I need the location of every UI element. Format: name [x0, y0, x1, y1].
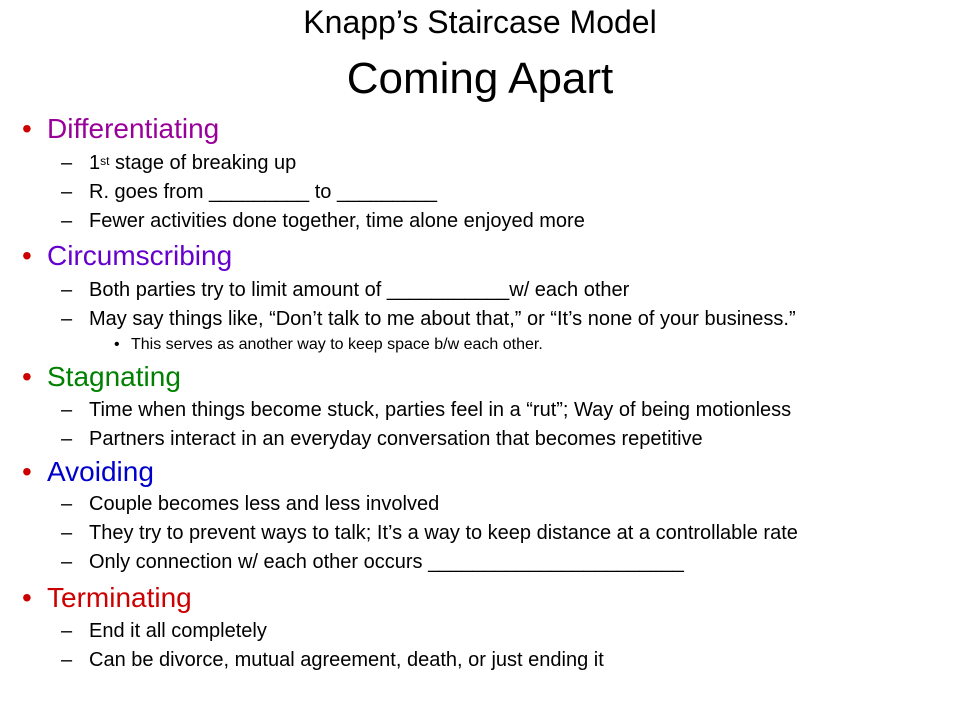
- dash-icon: –: [61, 493, 73, 515]
- bullet-icon: •: [22, 113, 32, 144]
- ordinal-number: 1: [89, 152, 101, 174]
- dash-icon: –: [61, 649, 73, 671]
- list-item-text: R. goes from _________ to _________: [89, 181, 438, 203]
- list-item-text: Both parties try to limit amount of ___________w/ each other: [89, 279, 630, 301]
- bullet-icon: •: [22, 240, 32, 271]
- list-item: [61, 307, 796, 331]
- list-item-text: May say things like, “Don’t talk to me about that,” or “It’s none of your business.”: [89, 308, 796, 330]
- stage-heading-text: Terminating: [47, 582, 192, 613]
- list-item: [61, 278, 630, 302]
- list-item: [61, 427, 703, 451]
- stage-heading-text: Stagnating: [47, 361, 181, 392]
- bullet-icon: •: [22, 361, 32, 392]
- stage-heading-stagnating: [22, 361, 181, 393]
- list-item: [61, 521, 798, 545]
- list-item-text: Time when things become stuck, parties feel in a “rut”; Way of being motionless: [89, 399, 792, 421]
- stage-heading-text: Circumscribing: [47, 240, 233, 271]
- list-item: [61, 648, 604, 672]
- dash-icon: –: [61, 551, 73, 573]
- list-item: [61, 398, 792, 422]
- ordinal-suffix: st: [100, 154, 110, 168]
- stage-heading-circumscribing: [22, 240, 233, 272]
- stage-heading-text: Avoiding: [47, 456, 154, 487]
- bullet-icon: •: [22, 582, 32, 613]
- dash-icon: –: [61, 522, 73, 544]
- list-item: [61, 492, 440, 516]
- list-item: [61, 550, 684, 574]
- dash-icon: –: [61, 620, 73, 642]
- dash-icon: –: [61, 152, 73, 174]
- slide-title: Knapp’s Staircase Model: [303, 4, 657, 40]
- dash-icon: –: [61, 210, 73, 232]
- sub-list-item-text: This serves as another way to keep space b/w each other.: [131, 336, 543, 353]
- list-item: [61, 209, 585, 233]
- list-item-text: Fewer activities done together, time alone enjoyed more: [89, 210, 585, 232]
- stage-heading-text: Differentiating: [47, 113, 220, 144]
- list-item-text: Partners interact in an everyday conversation that becomes repetitive: [89, 428, 703, 450]
- list-item-text: stage of breaking up: [109, 152, 297, 174]
- dash-icon: –: [61, 399, 73, 421]
- list-item: [61, 151, 297, 175]
- dash-icon: –: [61, 308, 73, 330]
- list-item: [61, 180, 438, 204]
- list-item: [61, 619, 267, 643]
- stage-heading-differentiating: [22, 113, 220, 145]
- bullet-icon: •: [114, 336, 120, 353]
- dash-icon: –: [61, 279, 73, 301]
- stage-heading-terminating: [22, 582, 192, 614]
- bullet-icon: •: [22, 456, 32, 487]
- list-item-text: Only connection w/ each other occurs _______________________: [89, 551, 684, 573]
- list-item-text: Can be divorce, mutual agreement, death, or just ending it: [89, 649, 604, 671]
- list-item-text: They try to prevent ways to talk; It’s a way to keep distance at a controllable rate: [89, 522, 798, 544]
- dash-icon: –: [61, 181, 73, 203]
- dash-icon: –: [61, 428, 73, 450]
- stage-heading-avoiding: [22, 456, 154, 488]
- list-item-text: Couple becomes less and less involved: [89, 493, 440, 515]
- sub-list-item: [114, 335, 543, 355]
- slide-subtitle: Coming Apart: [346, 54, 614, 103]
- list-item-text: End it all completely: [89, 620, 267, 642]
